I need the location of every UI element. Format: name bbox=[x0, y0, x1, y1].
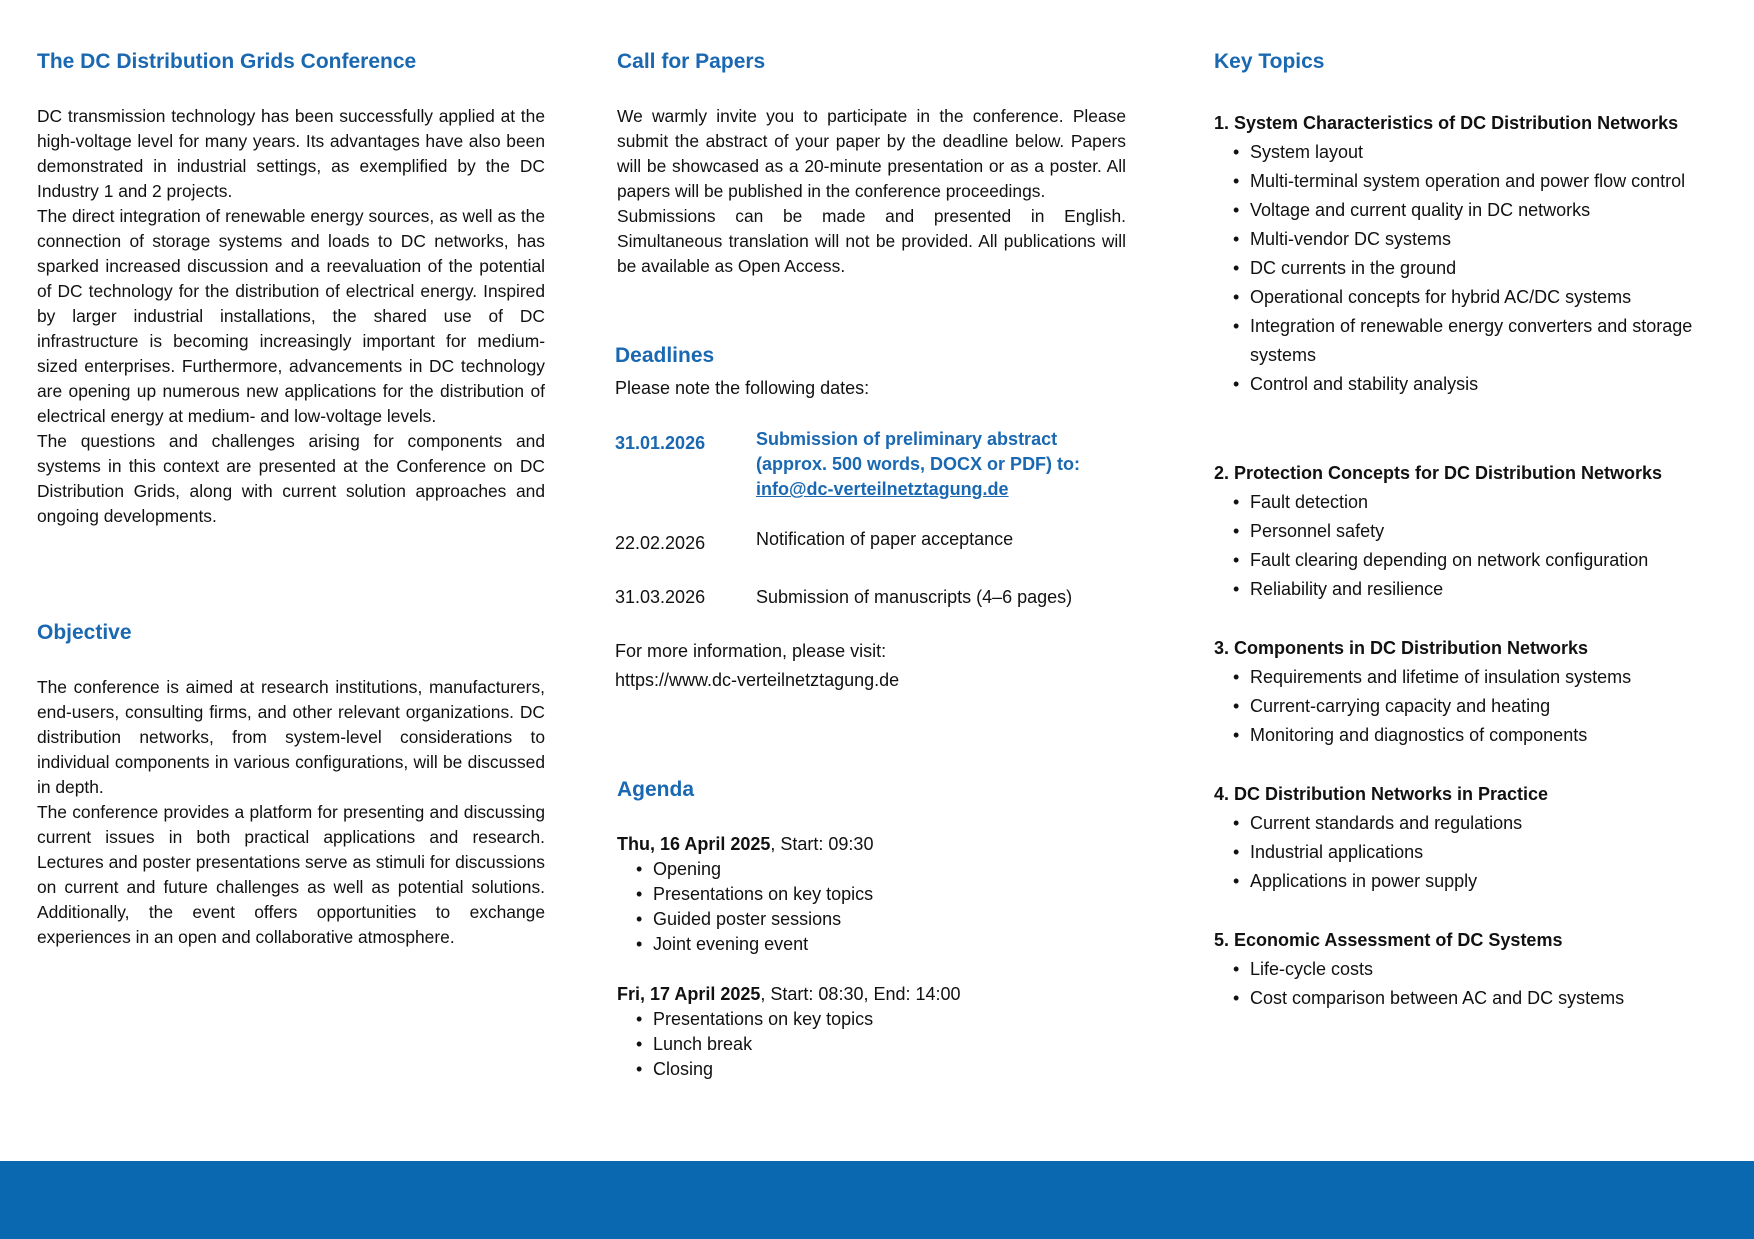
agenda-day-header bbox=[617, 832, 873, 857]
topic-2 bbox=[1214, 459, 1734, 604]
topic-item: • Voltage and current quality in DC networks bbox=[1214, 196, 1734, 225]
topic-item: • Current-carrying capacity and heating bbox=[1214, 692, 1734, 721]
topic-title: 2. Protection Concepts for DC Distribution Networks bbox=[1214, 463, 1663, 483]
deadline-date: 31.03.2026 bbox=[615, 587, 706, 607]
agenda-item: • Guided poster sessions bbox=[617, 907, 873, 932]
topic-items bbox=[1214, 138, 1734, 399]
topic-item: • System layout bbox=[1214, 138, 1734, 167]
deadline-line: Submission of preliminary abstract bbox=[756, 429, 1058, 449]
agenda-day-2 bbox=[617, 982, 961, 1082]
deadline-date: 22.02.2026 bbox=[615, 533, 706, 553]
intro-paragraph: The direct integration of renewable energy sources, as well as the connection of storage systems and loads to DC networks, has sparked increased discussion and a reevaluation of the potential of DC technology for the distribution of electrical energy. Inspired by larger industrial installations, the shared use of DC infrastructure is becoming increasingly important for medium-sized enterprises. Furthermore, advancements in DC technology are opening up numerous new applications for the distribution of electrical energy at medium- and low-voltage levels. bbox=[37, 206, 545, 426]
agenda-items bbox=[617, 857, 873, 957]
topic-item: • Fault detection bbox=[1214, 488, 1734, 517]
deadline-line: (approx. 500 words, DOCX or PDF) to: bbox=[756, 454, 1081, 474]
topic-item: • Multi-terminal system operation and power flow control bbox=[1214, 167, 1734, 196]
cfp-title: Call for Papers bbox=[617, 50, 766, 73]
topic-1 bbox=[1214, 109, 1734, 399]
objective-paragraph: The conference is aimed at research institutions, manufacturers, end-users, consulting firms, and other relevant organizations. DC distribution networks, from system-level considerations to individual components in various configurations, will be discussed in depth. bbox=[37, 677, 545, 797]
more-info-label: For more information, please visit: bbox=[615, 641, 887, 661]
deadlines-title: Deadlines bbox=[615, 344, 715, 367]
topic-item: • Cost comparison between AC and DC systems bbox=[1214, 984, 1734, 1013]
topic-item: • Reliability and resilience bbox=[1214, 575, 1734, 604]
agenda-title: Agenda bbox=[617, 778, 695, 801]
topic-items bbox=[1214, 488, 1734, 604]
deadline-description: Notification of paper acceptance bbox=[756, 529, 1014, 549]
topic-item: • Life-cycle costs bbox=[1214, 955, 1734, 984]
footer-bar bbox=[0, 1161, 1754, 1239]
topic-item: • Applications in power supply bbox=[1214, 867, 1734, 896]
topic-3 bbox=[1214, 634, 1734, 750]
agenda-day-header bbox=[617, 982, 961, 1007]
agenda-item: • Presentations on key topics bbox=[617, 882, 873, 907]
objective-text bbox=[37, 675, 545, 950]
deadline-description: Submission of manuscripts (4–6 pages) bbox=[756, 587, 1073, 607]
topic-item: • Integration of renewable energy converters and storage systems bbox=[1214, 312, 1734, 370]
email-link[interactable]: info@dc-verteilnetztagung.de bbox=[756, 479, 1009, 499]
agenda-item: • Joint evening event bbox=[617, 932, 873, 957]
intro-paragraph: The questions and challenges arising for components and systems in this context are presented at the Conference on DC Distribution Grids, along with current solution approaches and ongoing developments. bbox=[37, 431, 545, 526]
topic-item: • Personnel safety bbox=[1214, 517, 1734, 546]
topic-item: • Operational concepts for hybrid AC/DC systems bbox=[1214, 283, 1734, 312]
cfp-text bbox=[617, 104, 1126, 279]
agenda-day-1 bbox=[617, 832, 873, 957]
agenda-item: • Lunch break bbox=[617, 1032, 961, 1057]
topic-4 bbox=[1214, 780, 1734, 896]
deadline-date: 31.01.2026 bbox=[615, 433, 706, 453]
cfp-paragraph: We warmly invite you to participate in the conference. Please submit the abstract of your paper by the deadline below. Papers will be showcased as a 20-minute presentation or as a poster. All papers will be published in the conference proceedings. bbox=[617, 106, 1126, 201]
cfp-paragraph: Submissions can be made and presented in English. Simultaneous translation will not be provided. All publications will be available as Open Access. bbox=[617, 206, 1126, 276]
topic-item: • Control and stability analysis bbox=[1214, 370, 1734, 399]
website-link[interactable]: https://www.dc-verteilnetztagung.de bbox=[615, 670, 900, 690]
agenda-day-time: , Start: 09:30 bbox=[770, 834, 874, 854]
conference-title: The DC Distribution Grids Conference bbox=[37, 50, 417, 73]
topic-title: 3. Components in DC Distribution Networks bbox=[1214, 638, 1589, 658]
topic-item: • Current standards and regulations bbox=[1214, 809, 1734, 838]
topic-title: 1. System Characteristics of DC Distribution Networks bbox=[1214, 113, 1679, 133]
agenda-day-date: Thu, 16 April 2025 bbox=[617, 834, 771, 854]
agenda-day-time: , Start: 08:30, End: 14:00 bbox=[760, 984, 961, 1004]
topic-item: • Monitoring and diagnostics of components bbox=[1214, 721, 1734, 750]
topic-item: • Requirements and lifetime of insulation systems bbox=[1214, 663, 1734, 692]
deadlines-intro: Please note the following dates: bbox=[615, 378, 870, 398]
topic-item: • Industrial applications bbox=[1214, 838, 1734, 867]
topic-item: • DC currents in the ground bbox=[1214, 254, 1734, 283]
objective-paragraph: The conference provides a platform for presenting and discussing current issues in both practical applications and research. Lectures and poster presentations serve as stimuli for discussions on current and future challenges as well as potential solutions. Additionally, the event offers opportunities to exchange experiences in an open and collaborative atmosphere. bbox=[37, 802, 545, 947]
topic-5 bbox=[1214, 926, 1734, 1013]
agenda-item: • Closing bbox=[617, 1057, 961, 1082]
topic-items bbox=[1214, 663, 1734, 750]
agenda-items bbox=[617, 1007, 961, 1082]
topic-items bbox=[1214, 955, 1734, 1013]
intro-paragraph: DC transmission technology has been successfully applied at the high-voltage level for many years. Its advantages have also been demonstrated in industrial settings, as exemplified by the DC Industry 1 and 2 projects. bbox=[37, 106, 545, 201]
topic-title: 5. Economic Assessment of DC Systems bbox=[1214, 930, 1563, 950]
topic-items bbox=[1214, 809, 1734, 896]
intro-text bbox=[37, 104, 545, 529]
key-topics-title: Key Topics bbox=[1214, 50, 1325, 73]
topic-item: • Multi-vendor DC systems bbox=[1214, 225, 1734, 254]
topic-item: • Fault clearing depending on network configuration bbox=[1214, 546, 1734, 575]
agenda-item: • Presentations on key topics bbox=[617, 1007, 961, 1032]
agenda-day-date: Fri, 17 April 2025 bbox=[617, 984, 761, 1004]
topic-title: 4. DC Distribution Networks in Practice bbox=[1214, 784, 1549, 804]
agenda-item: • Opening bbox=[617, 857, 873, 882]
objective-title: Objective bbox=[37, 621, 132, 644]
deadline-description bbox=[756, 427, 1080, 502]
